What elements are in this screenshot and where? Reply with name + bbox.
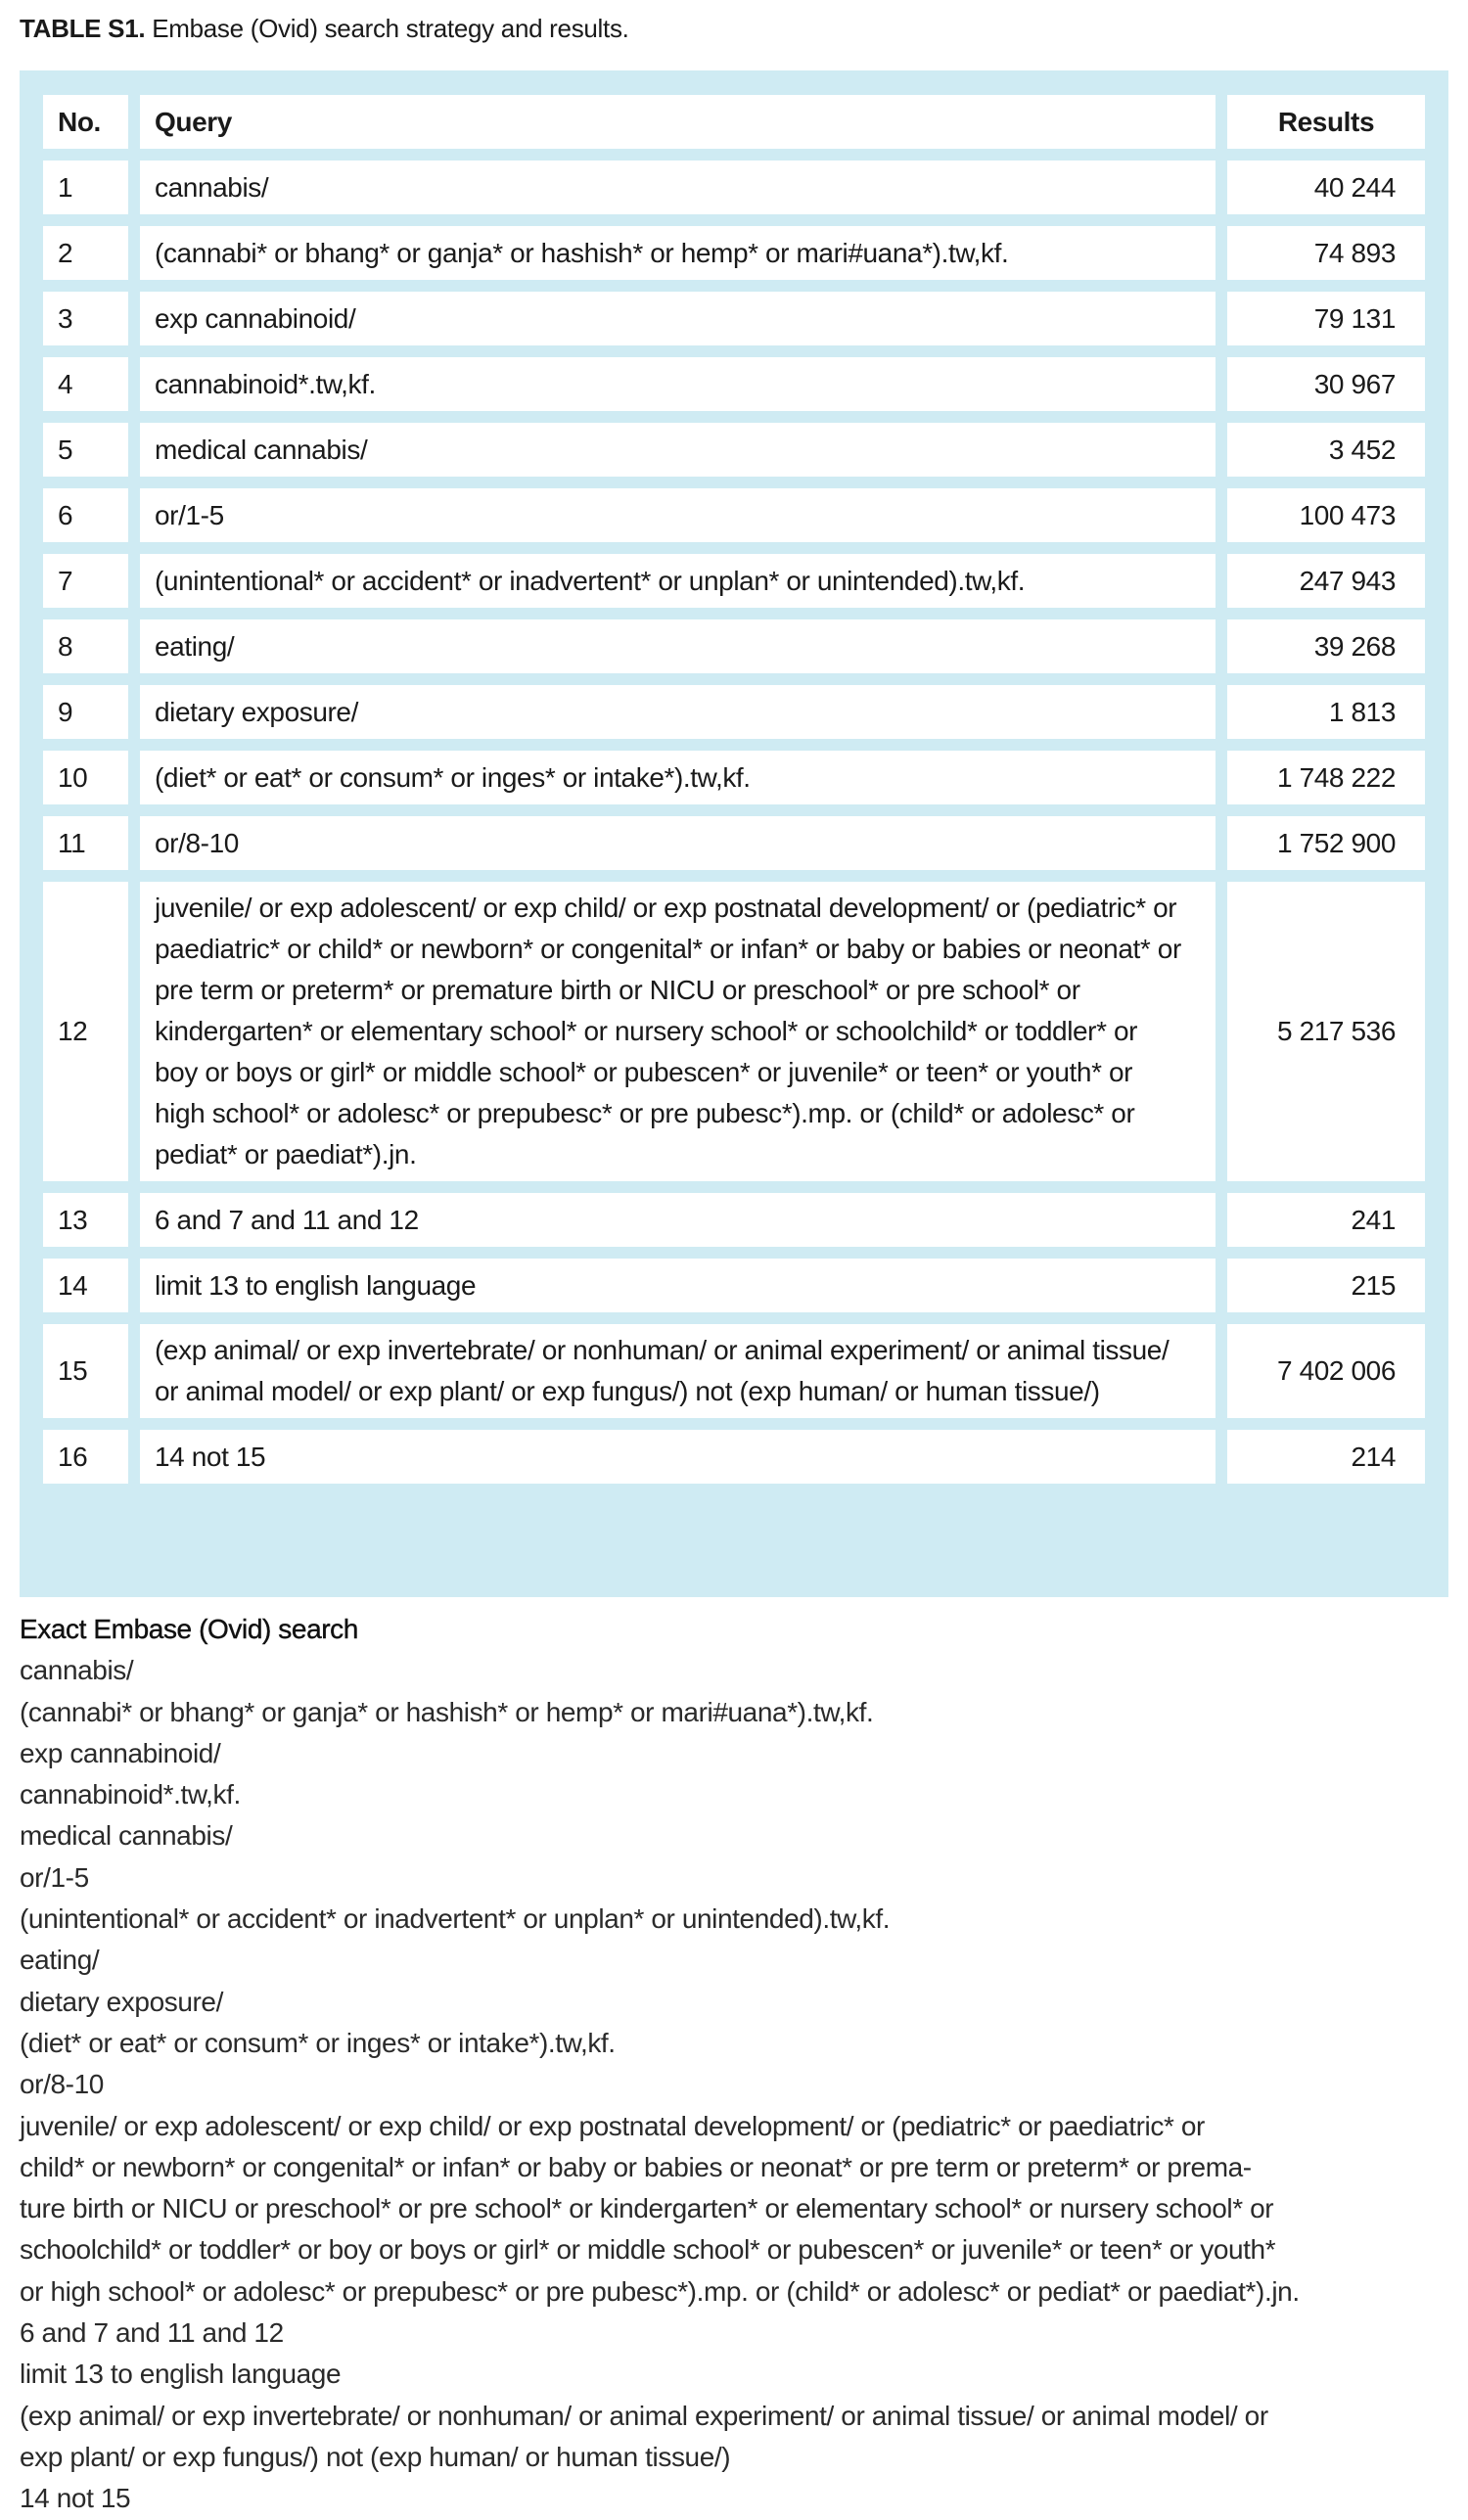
row-query: cannabinoid*.tw,kf.: [140, 357, 1216, 411]
search-line: or/8-10: [20, 2069, 104, 2100]
table-row: [43, 554, 1425, 608]
row-results: 30 967: [1227, 357, 1425, 411]
search-line: 6 and 7 and 11 and 12: [20, 2317, 284, 2349]
row-no: 14: [43, 1259, 128, 1312]
row-query: dietary exposure/: [140, 685, 1216, 739]
row-query: juvenile/ or exp adolescent/ or exp child/ or exp postnatal development/ or (pediatric* or paediatric* or child* or newborn* or congenital* or infan* or baby or babies or neonat* or pre term or preterm* or premature birth or NICU or preschool* or pre school* or kindergarten* or elementary school* or nursery school* or schoolchild* or toddler* or boy or boys or girl* or middle school* or pubescen* or juvenile* or teen* or youth* or high school* or adolesc* or prepubesc* or pre pubesc*).mp. or (child* or adolesc* or pediat* or paediat*).jn.: [140, 882, 1216, 1181]
row-query: limit 13 to english language: [140, 1259, 1216, 1312]
table-row: [43, 816, 1425, 870]
table-row: [43, 882, 1425, 1181]
search-line: medical cannabis/: [20, 1820, 233, 1852]
exact-search-section: [20, 1609, 1458, 2520]
row-no: 5: [43, 423, 128, 477]
table-caption-label: TABLE S1.: [20, 14, 146, 43]
row-results: 241: [1227, 1193, 1425, 1247]
search-line: schoolchild* or toddler* or boy or boys or girl* or middle school* or pubescen* or juvenile* or teen* or youth*: [20, 2234, 1276, 2266]
search-line: juvenile/ or exp adolescent/ or exp child/ or exp postnatal development/ or (pediatric* or paediatric* or: [20, 2110, 1205, 2141]
search-strategy-table-frame: [20, 70, 1448, 1597]
row-results: 1 752 900: [1227, 816, 1425, 870]
table-caption-text: Embase (Ovid) search strategy and results.: [145, 14, 629, 43]
row-query: (unintentional* or accident* or inadvertent* or unplan* or unintended).tw,kf.: [140, 554, 1216, 608]
row-results: 39 268: [1227, 619, 1425, 673]
table-row: [43, 1259, 1425, 1312]
exact-search-heading: Exact Embase (Ovid) search: [20, 1614, 358, 1644]
row-no: 6: [43, 488, 128, 542]
header-query: Query: [140, 95, 1216, 149]
table-row: [43, 292, 1425, 345]
row-no: 11: [43, 816, 128, 870]
row-query: or/1-5: [140, 488, 1216, 542]
row-no: 2: [43, 226, 128, 280]
search-line: (unintentional* or accident* or inadvertent* or unplan* or unintended).tw,kf.: [20, 1903, 891, 1935]
table-caption: [20, 12, 629, 45]
search-line: limit 13 to english language: [20, 2359, 342, 2390]
row-query: (exp animal/ or exp invertebrate/ or nonhuman/ or animal experiment/ or animal tissue/ or animal model/ or exp plant/ or exp fungus/) not (exp human/ or human tissue/): [140, 1324, 1216, 1418]
row-no: 15: [43, 1324, 128, 1418]
row-no: 12: [43, 882, 128, 1181]
row-query: exp cannabinoid/: [140, 292, 1216, 345]
row-results: 215: [1227, 1259, 1425, 1312]
row-results: 74 893: [1227, 226, 1425, 280]
header-no: No.: [43, 95, 128, 149]
row-no: 8: [43, 619, 128, 673]
row-no: 13: [43, 1193, 128, 1247]
table-row: [43, 226, 1425, 280]
row-no: 1: [43, 160, 128, 214]
row-query: (cannabi* or bhang* or ganja* or hashish* or hemp* or mari#uana*).tw,kf.: [140, 226, 1216, 280]
table-row: [43, 1430, 1425, 1484]
search-line: cannabis/: [20, 1655, 134, 1686]
search-line: cannabinoid*.tw,kf.: [20, 1779, 241, 1810]
row-query: or/8-10: [140, 816, 1216, 870]
search-line: exp plant/ or exp fungus/) not (exp human/ or human tissue/): [20, 2441, 731, 2472]
search-line: (exp animal/ or exp invertebrate/ or nonhuman/ or animal experiment/ or animal tissue/ or animal model/ or: [20, 2400, 1268, 2431]
row-no: 10: [43, 751, 128, 804]
search-strategy-table: [43, 95, 1425, 1495]
row-no: 4: [43, 357, 128, 411]
row-no: 16: [43, 1430, 128, 1484]
table-row: [43, 423, 1425, 477]
table-row: [43, 357, 1425, 411]
row-query: eating/: [140, 619, 1216, 673]
search-line: dietary exposure/: [20, 1986, 223, 2017]
row-no: 7: [43, 554, 128, 608]
search-line: exp cannabinoid/: [20, 1737, 221, 1768]
search-line: ture birth or NICU or preschool* or pre school* or kindergarten* or elementary school* or nursery school* or: [20, 2193, 1274, 2224]
row-query: 14 not 15: [140, 1430, 1216, 1484]
row-results: 100 473: [1227, 488, 1425, 542]
search-line: (cannabi* or bhang* or ganja* or hashish* or hemp* or mari#uana*).tw,kf.: [20, 1696, 874, 1727]
table-body: [43, 160, 1425, 1484]
table-row: [43, 1193, 1425, 1247]
row-results: 3 452: [1227, 423, 1425, 477]
row-query: cannabis/: [140, 160, 1216, 214]
row-results: 5 217 536: [1227, 882, 1425, 1181]
row-query: medical cannabis/: [140, 423, 1216, 477]
row-results: 1 813: [1227, 685, 1425, 739]
row-results: 247 943: [1227, 554, 1425, 608]
row-results: 7 402 006: [1227, 1324, 1425, 1418]
row-results: 214: [1227, 1430, 1425, 1484]
row-query: (diet* or eat* or consum* or inges* or intake*).tw,kf.: [140, 751, 1216, 804]
search-line: eating/: [20, 1945, 100, 1976]
search-line: or high school* or adolesc* or prepubesc* or pre pubesc*).mp. or (child* or adolesc* or pediat* or paediat*).jn.: [20, 2275, 1300, 2307]
table-row: [43, 488, 1425, 542]
row-query: 6 and 7 and 11 and 12: [140, 1193, 1216, 1247]
table-row: [43, 160, 1425, 214]
table-row: [43, 751, 1425, 804]
search-line: (diet* or eat* or consum* or inges* or intake*).tw,kf.: [20, 2027, 616, 2058]
row-results: 1 748 222: [1227, 751, 1425, 804]
row-results: 79 131: [1227, 292, 1425, 345]
header-results: Results: [1227, 95, 1425, 149]
search-line: child* or newborn* or congenital* or infan* or baby or babies or neonat* or pre term or preterm* or prema-: [20, 2151, 1252, 2182]
search-line: 14 not 15: [20, 2483, 131, 2514]
row-no: 3: [43, 292, 128, 345]
row-no: 9: [43, 685, 128, 739]
table-row: [43, 685, 1425, 739]
row-results: 40 244: [1227, 160, 1425, 214]
table-header-row: [43, 95, 1425, 149]
search-line: or/1-5: [20, 1861, 89, 1893]
table-row: [43, 1324, 1425, 1418]
exact-search-lines: [20, 1650, 1458, 2519]
table-row: [43, 619, 1425, 673]
